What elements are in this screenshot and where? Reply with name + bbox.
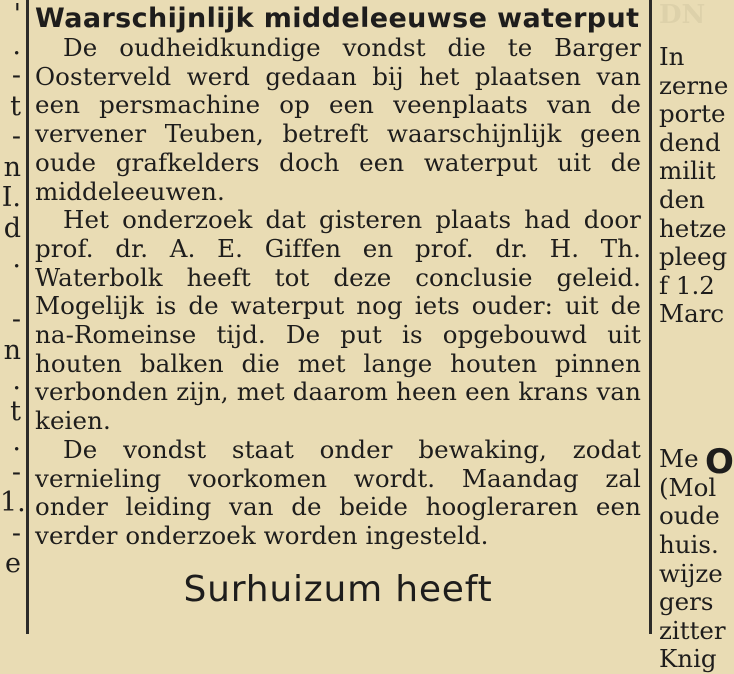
- column-divider: [649, 0, 652, 634]
- right-column-fragment: [655, 0, 734, 674]
- right-column-lines-top: [659, 43, 728, 329]
- right-column-line: oude: [659, 501, 720, 531]
- right-column-line: den: [659, 184, 705, 214]
- left-column-line: -: [11, 121, 21, 152]
- left-column-line: .: [12, 426, 21, 457]
- right-column-line: gers: [659, 587, 714, 617]
- article-headline: Waarschijnlijk middeleeuwse waterput: [35, 3, 640, 34]
- right-column-headline-fragment: O: [705, 442, 734, 482]
- left-column-line: -: [11, 304, 21, 335]
- left-column-line: n: [3, 151, 21, 183]
- left-column-line: t: [10, 90, 21, 122]
- right-column-line: Knig: [659, 644, 717, 674]
- left-column-line: -: [11, 60, 21, 91]
- left-column-line: 1.: [0, 487, 26, 518]
- right-column-lines-bottom: [659, 406, 726, 674]
- right-column-line: zitter: [659, 615, 726, 645]
- left-column-line: -: [11, 456, 21, 488]
- left-column-line: .: [12, 243, 21, 274]
- right-column-line: zerne: [659, 70, 729, 100]
- right-column-line: In: [659, 42, 685, 71]
- left-column-line: .: [12, 29, 21, 61]
- right-column-line: f 1.2: [659, 270, 715, 300]
- right-column-line: Marc: [659, 299, 725, 329]
- left-column-line: t: [10, 395, 21, 427]
- article: [32, 0, 644, 634]
- article-paragraph: Het onderzoek dat gisteren plaats had door prof. dr. A. E. Giffen en prof. dr. H. Th. Waterbolk heeft tot deze conclusie geleid. Mogelijk is de waterput nog iets ouder: uit de na-Romeinse tijd. De put is opgebouwd uit houten balken die met lange houten pinnen verbonden zijn, met daarom heen een krans van keien.: [35, 205, 641, 436]
- right-column-line: dend: [659, 127, 721, 157]
- right-column-line: huis.: [659, 529, 719, 559]
- left-column-line: .: [12, 365, 21, 396]
- left-column-line: n: [3, 334, 21, 366]
- right-column-line: Me: [659, 444, 699, 474]
- faded-text: DN: [659, 0, 706, 30]
- right-column-line: wijze: [659, 558, 723, 588]
- left-column-line: [0, 275, 24, 306]
- next-article-headline: Surhuizum heeft: [183, 568, 493, 610]
- left-column-line: e: [5, 548, 21, 579]
- left-column-line: ': [13, 0, 21, 30]
- column-divider: [26, 0, 29, 634]
- article-paragraph: De vondst staat onder bewaking, zodat vernieling voorkomen wordt. Maandag zal onder leiding van de beide hoogleraren een verder onderzoek worden ingesteld.: [35, 434, 641, 550]
- left-column-line: -: [11, 517, 21, 549]
- article-paragraph: De oudheidkundige vondst die te Barger Oosterveld werd gedaan bij het plaatsen van een persmachine op een veenplaats van de vervener Teuben, betreft waarschijnlijk geen oude grafkelders doch een waterput uit de middeleeuwen.: [35, 33, 641, 206]
- right-column-line: hetze: [659, 213, 727, 243]
- left-column-line: I.: [1, 182, 21, 213]
- left-column-fragment: [0, 0, 24, 634]
- right-column-line: porte: [659, 99, 726, 129]
- left-column-line: d: [3, 212, 21, 244]
- right-column-line: (Mol: [659, 472, 717, 502]
- right-column-line: pleeg: [659, 242, 728, 272]
- right-column-line: milit: [659, 156, 716, 186]
